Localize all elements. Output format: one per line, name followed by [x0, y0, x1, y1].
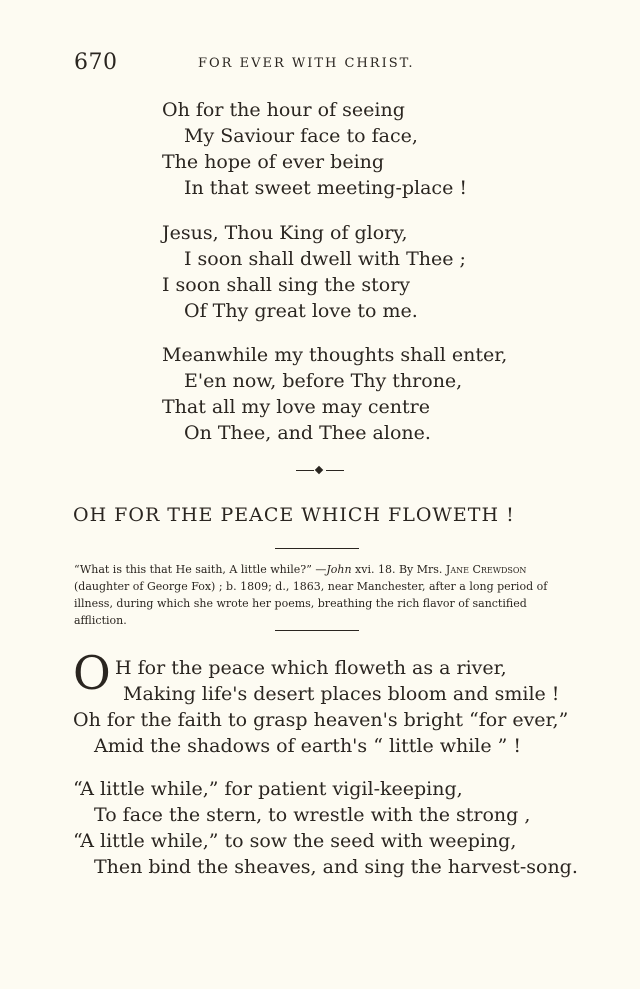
verse-line: The hope of ever being	[162, 151, 385, 173]
stanza-3	[162, 342, 507, 446]
verse-line: “A little while,” to sow the seed with weeping,	[73, 830, 517, 852]
hymn-verse-1	[73, 655, 568, 759]
verse-line: I soon shall dwell with Thee ;	[184, 248, 466, 270]
section-ornament	[296, 466, 344, 476]
note-ref: xvi. 18. By Mrs.	[355, 563, 443, 576]
verse-line: Oh for the faith to grasp heaven's bright “for ever,”	[73, 709, 569, 731]
verse-line: Of Thy great love to me.	[184, 300, 418, 322]
verse-line: In that sweet meeting-place !	[184, 177, 467, 199]
verse-line: Making life's desert places bloom and smile !	[123, 683, 560, 705]
verse-line: E'en now, before Thy throne,	[184, 370, 463, 392]
verse-line: Amid the shadows of earth's “ little while ” !	[94, 735, 522, 757]
note-ref-book: John	[326, 563, 352, 576]
verse-line: That all my love may centre	[162, 396, 430, 418]
verse-line: “A little while,” for patient vigil-keeping,	[73, 778, 463, 800]
stanza-1	[162, 97, 467, 201]
ornament-rule	[326, 470, 344, 471]
verse-line: Oh for the hour of seeing	[162, 99, 405, 121]
verse-line: H for the peace which floweth as a river,	[115, 657, 507, 679]
verse-line: Jesus, Thou King of glory,	[162, 222, 408, 244]
verse-line: My Saviour face to face,	[184, 125, 418, 147]
verse-line: On Thee, and Thee alone.	[184, 422, 431, 444]
page-number: 670	[74, 50, 118, 75]
ornament-diamond-icon	[315, 466, 323, 474]
verse-line: To face the stern, to wrestle with the strong ,	[94, 804, 531, 826]
divider	[275, 630, 359, 631]
stanza-2	[162, 220, 466, 324]
note-quote: “What is this that He saith, A little while?” —	[74, 563, 327, 576]
drop-cap: O	[73, 646, 111, 700]
note-bio: (daughter of George Fox) ; b. 1809; d., 1863, near Manchester, after a long period of illness, during which she wrote her poems, breathing the rich flavor of sanctified affliction.	[74, 580, 548, 627]
note-author: Jane Crewdson	[445, 563, 527, 576]
verse-line: Then bind the sheaves, and sing the harvest-song.	[94, 856, 578, 878]
hymn-verse-2	[73, 776, 578, 880]
divider	[275, 548, 359, 549]
ornament-rule	[296, 470, 314, 471]
hymn-title: OH FOR THE PEACE WHICH FLOWETH !	[73, 504, 515, 526]
verse-line: I soon shall sing the story	[162, 274, 411, 296]
running-head: FOR EVER WITH CHRIST.	[198, 56, 415, 71]
verse-line: Meanwhile my thoughts shall enter,	[162, 344, 508, 366]
hymn-note	[74, 561, 564, 629]
